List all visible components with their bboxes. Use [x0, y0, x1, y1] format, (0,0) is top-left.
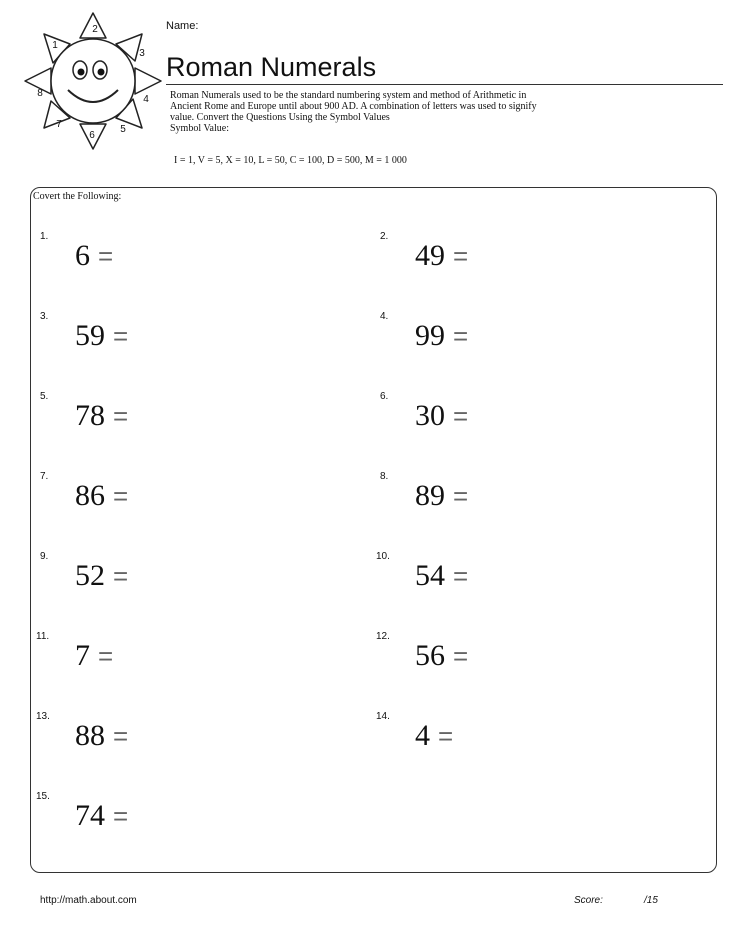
title-divider: [166, 84, 723, 85]
sun-logo: [22, 10, 164, 152]
name-label: Name:: [166, 20, 199, 32]
equals-sign: =: [438, 721, 454, 751]
problem-number: 14.: [376, 711, 390, 722]
problem-number: 5.: [40, 391, 49, 402]
problem-number: 1.: [40, 231, 49, 242]
logo-number: 1: [52, 40, 58, 51]
score-total: /15: [644, 895, 658, 906]
problem-value: 56: [415, 639, 445, 672]
equals-sign: =: [453, 401, 469, 431]
problem-number: 11.: [36, 631, 50, 642]
problem-number: 2.: [380, 231, 389, 242]
problem-value: 86: [75, 479, 105, 512]
problem-number: 4.: [380, 311, 389, 322]
problem-value: 88: [75, 719, 105, 752]
page-title: Roman Numerals: [166, 52, 377, 82]
equals-sign: =: [98, 641, 114, 671]
problem-value: 4: [415, 719, 430, 752]
equals-sign: =: [453, 321, 469, 351]
equals-sign: =: [453, 641, 469, 671]
problem-value: 52: [75, 559, 105, 592]
problem-number: 10.: [376, 551, 390, 562]
logo-number: 3: [139, 48, 145, 59]
problem-number: 15.: [36, 791, 50, 802]
score-label: Score:: [574, 895, 603, 906]
equals-sign: =: [113, 401, 129, 431]
symbol-values: I = 1, V = 5, X = 10, L = 50, C = 100, D = 500, M = 1 000: [174, 155, 407, 166]
problem-value: 6: [75, 239, 90, 272]
problem-value: 78: [75, 399, 105, 432]
intro-text: [170, 90, 718, 134]
problem-number: 9.: [40, 551, 49, 562]
equals-sign: =: [113, 561, 129, 591]
instruction-text: Covert the Following:: [33, 191, 122, 202]
problem-value: 99: [415, 319, 445, 352]
problem-value: 7: [75, 639, 90, 672]
problem-number: 12.: [376, 631, 390, 642]
equals-sign: =: [113, 721, 129, 751]
equals-sign: =: [453, 561, 469, 591]
problem-number: 7.: [40, 471, 49, 482]
problem-value: 74: [75, 799, 105, 832]
intro-line: value. Convert the Questions Using the Symbol Values: [170, 112, 390, 123]
problem-value: 59: [75, 319, 105, 352]
logo-number: 7: [56, 119, 62, 130]
problem-number: 3.: [40, 311, 49, 322]
equals-sign: =: [113, 481, 129, 511]
intro-line: Ancient Rome and Europe until about 900 AD. A combination of letters was used to signify: [170, 101, 537, 112]
equals-sign: =: [98, 241, 114, 271]
problem-number: 6.: [380, 391, 389, 402]
equals-sign: =: [113, 321, 129, 351]
equals-sign: =: [453, 481, 469, 511]
logo-number: 4: [143, 94, 149, 105]
intro-line: Roman Numerals used to be the standard numbering system and method of Arithmetic in: [170, 90, 527, 101]
footer-url: http://math.about.com: [40, 895, 137, 906]
equals-sign: =: [453, 241, 469, 271]
logo-number: 2: [92, 24, 98, 35]
problem-value: 30: [415, 399, 445, 432]
problem-number: 8.: [380, 471, 389, 482]
logo-number: 5: [120, 124, 126, 135]
logo-number: 8: [37, 88, 43, 99]
worksheet-box: [30, 187, 717, 873]
problem-value: 54: [415, 559, 445, 592]
logo-number: 6: [89, 130, 95, 141]
intro-line: Symbol Value:: [170, 123, 229, 134]
problem-value: 49: [415, 239, 445, 272]
problem-number: 13.: [36, 711, 50, 722]
problem-value: 89: [415, 479, 445, 512]
equals-sign: =: [113, 801, 129, 831]
